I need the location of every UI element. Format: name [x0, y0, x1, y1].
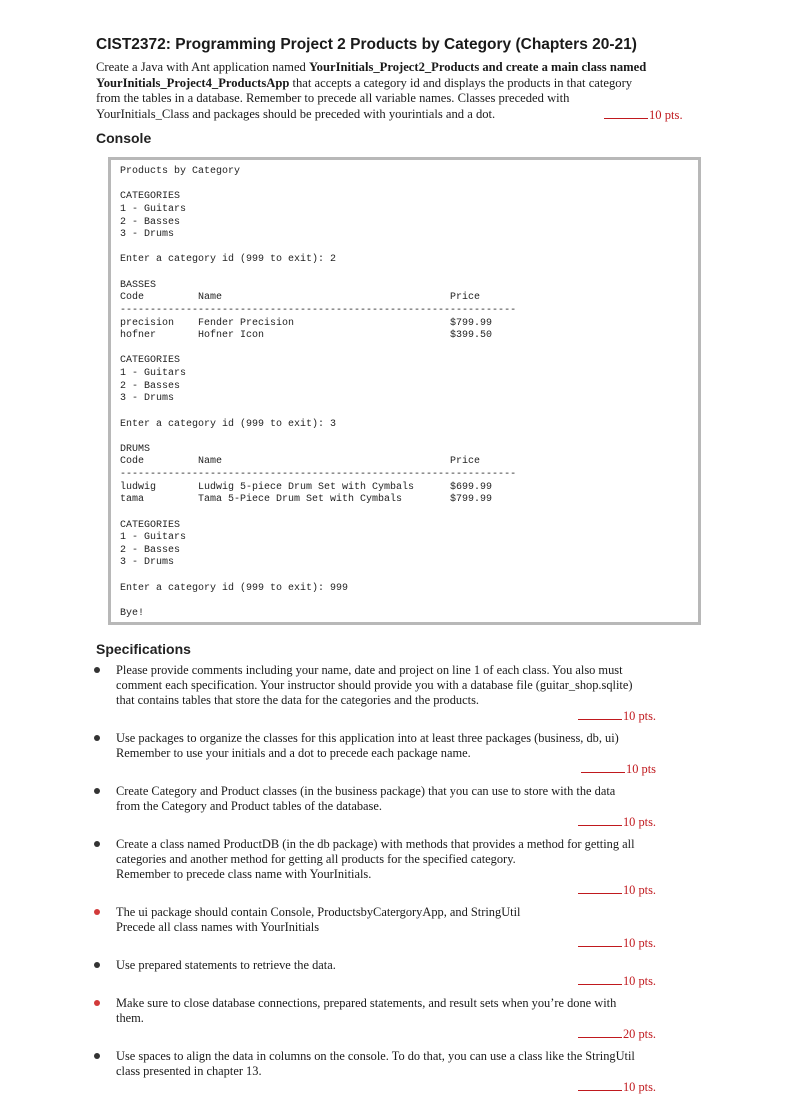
specification-points: 10 pts	[116, 761, 736, 777]
specification-item	[96, 905, 736, 951]
console-line	[120, 267, 516, 280]
console-line	[120, 431, 516, 444]
intro-paragraph	[96, 60, 736, 122]
console-line	[120, 406, 516, 419]
console-line: Enter a category id (999 to exit): 2	[120, 254, 337, 266]
console-heading: Console	[96, 130, 152, 146]
console-line: ludwig Ludwig 5-piece Drum Set with Cymbals $699.99	[120, 481, 493, 493]
console-line: Code Name Price	[120, 456, 481, 468]
specification-text: categories and another method for getting all products for the specified category.	[116, 852, 516, 866]
intro-points: 10 pts.	[604, 107, 683, 124]
bullet-icon	[94, 841, 100, 847]
specification-points: 10 pts.	[116, 882, 736, 898]
specification-item	[96, 731, 736, 777]
specification-text: Use spaces to align the data in columns on the console. To do that, you can use a class like the StringUtil	[116, 1049, 635, 1063]
console-line: CATEGORIES	[120, 519, 181, 531]
console-line: 1 - Guitars	[120, 203, 187, 215]
console-line: hofner Hofner Icon $399.50	[120, 330, 493, 342]
page-title: CIST2372: Programming Project 2 Products by Category (Chapters 20-21)	[96, 36, 637, 53]
specification-item	[96, 837, 736, 898]
bullet-icon	[94, 788, 100, 794]
intro-text: YourInitials_Class and packages should be preceded with yourintials and a dot.	[96, 106, 496, 121]
console-line: 2 - Basses	[120, 380, 181, 392]
specification-text: Create a class named ProductDB (in the db package) with methods that provides a method for getting all	[116, 837, 635, 851]
specification-text: Remember to precede class name with YourInitials.	[116, 867, 372, 881]
specification-text: Use packages to organize the classes for this application into at least three packages (business, db, ui)	[116, 731, 619, 745]
specification-text: Remember to use your initials and a dot to precede each package name.	[116, 746, 471, 760]
console-line: precision Fender Precision $799.99	[120, 317, 493, 329]
console-line: 2 - Basses	[120, 544, 181, 556]
bullet-icon	[94, 962, 100, 968]
specification-text: comment each specification. Your instructor should provide you with a database file (guitar_shop.sqlite)	[116, 678, 633, 692]
intro-main-class: YourInitials_Project4_ProductsApp	[96, 75, 290, 90]
specification-text: Please provide comments including your name, date and project on line 1 of each class. You also must	[116, 663, 623, 677]
specifications-list	[96, 663, 736, 1102]
intro-text: Create a Java with Ant application named	[96, 60, 309, 74]
specification-text: them.	[116, 1011, 144, 1025]
specification-points: 10 pts.	[116, 1079, 736, 1095]
bullet-icon	[94, 1053, 100, 1059]
console-line: 3 - Drums	[120, 393, 175, 405]
console-line: Products by Category	[120, 166, 241, 177]
console-line	[120, 570, 516, 583]
console-line: BASSES	[120, 279, 157, 291]
specifications-heading: Specifications	[96, 641, 191, 657]
specification-text: The ui package should contain Console, ProductsbyCatergoryApp, and StringUtil	[116, 905, 521, 919]
specification-text: class presented in chapter 13.	[116, 1064, 262, 1078]
console-line: Enter a category id (999 to exit): 999	[120, 582, 349, 594]
console-line: 3 - Drums	[120, 229, 175, 241]
specification-points: 10 pts.	[116, 708, 736, 724]
console-line: CATEGORIES	[120, 191, 181, 203]
console-line: 3 - Drums	[120, 557, 175, 569]
console-line: Enter a category id (999 to exit): 3	[120, 418, 337, 430]
intro-text: from the tables in a database. Remember to precede all variable names. Classes preceded with	[96, 91, 570, 106]
specification-points: 10 pts.	[116, 973, 736, 989]
intro-text: that accepts a category id and displays the products in that category	[289, 75, 633, 90]
specification-text: Create Category and Product classes (in the business package) that you can use to store with the data	[116, 784, 616, 798]
bullet-icon	[94, 1000, 100, 1006]
specification-item	[96, 663, 736, 724]
console-line: 1 - Guitars	[120, 532, 187, 544]
specification-points: 10 pts.	[116, 935, 736, 951]
console-line: 1 - Guitars	[120, 368, 187, 379]
specification-item	[96, 784, 736, 830]
console-output-box	[108, 157, 701, 625]
specification-points: 20 pts.	[116, 1026, 736, 1042]
console-line	[120, 343, 516, 356]
console-line: CATEGORIES	[120, 355, 181, 367]
bullet-icon	[94, 909, 100, 915]
bullet-icon	[94, 667, 100, 673]
console-output-text	[120, 166, 516, 621]
specification-text: Make sure to close database connections, prepared statements, and result sets when you’re done with	[116, 996, 617, 1010]
specification-item	[96, 1049, 736, 1095]
console-line: Bye!	[120, 607, 145, 619]
specification-text: that contains tables that store the data for the categories and the products.	[116, 693, 479, 707]
console-line	[120, 242, 516, 255]
console-line: 2 - Basses	[120, 216, 181, 228]
console-line	[120, 179, 516, 192]
intro-project-name: YourInitials_Project2_Products and create a main class named	[308, 60, 647, 74]
console-line: ------------------------------------------------------------------	[120, 469, 517, 480]
specification-item	[96, 996, 736, 1042]
console-line	[120, 595, 516, 608]
console-line: ------------------------------------------------------------------	[120, 304, 517, 316]
specification-item	[96, 958, 736, 989]
specification-points: 10 pts.	[116, 814, 736, 830]
bullet-icon	[94, 735, 100, 741]
console-line: tama Tama 5-Piece Drum Set with Cymbals $799.99	[120, 494, 493, 506]
console-line	[120, 507, 516, 520]
specification-text: from the Category and Product tables of the database.	[116, 799, 382, 813]
specification-text: Precede all class names with YourInitials	[116, 920, 320, 934]
console-line: DRUMS	[120, 443, 151, 455]
console-line: Code Name Price	[120, 292, 481, 304]
specification-text: Use prepared statements to retrieve the data.	[116, 958, 336, 972]
